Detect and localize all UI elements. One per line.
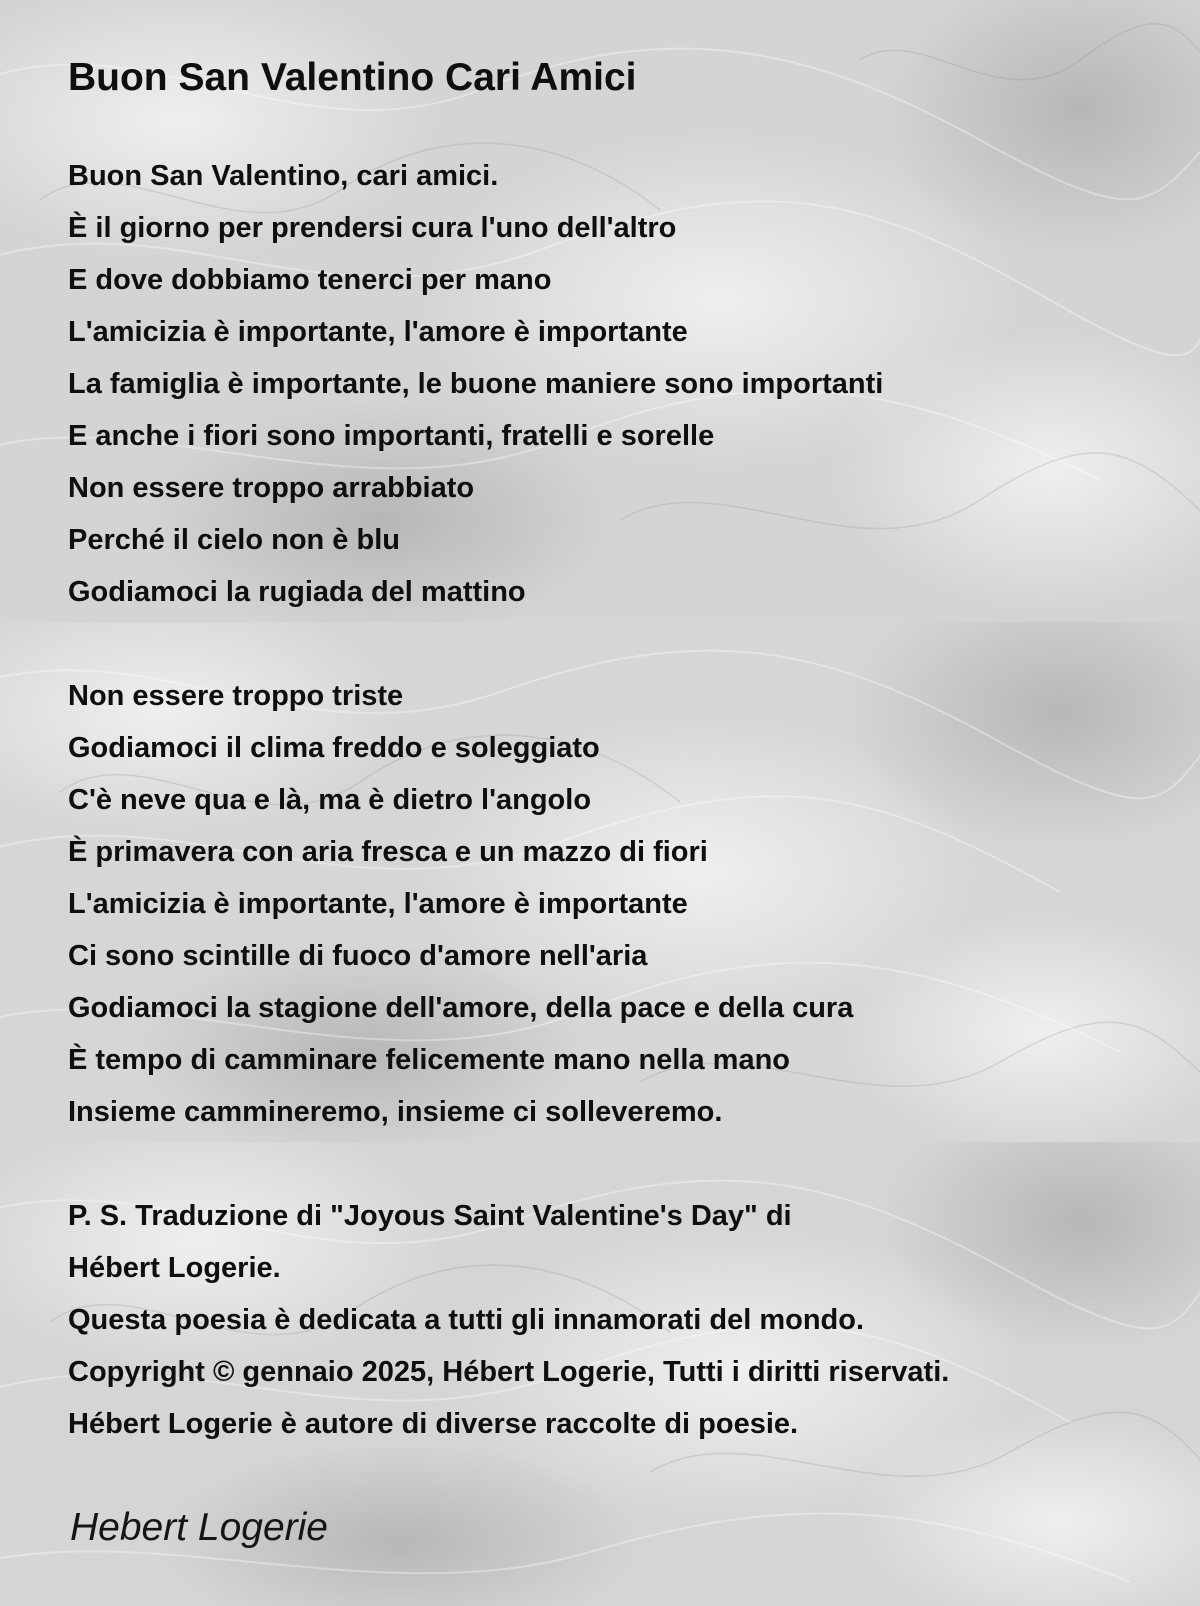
poem-line: Buon San Valentino, cari amici. xyxy=(68,160,499,192)
poem-title: Buon San Valentino Cari Amici xyxy=(68,56,637,99)
poem-line: Godiamoci la stagione dell'amore, della pace e della cura xyxy=(68,992,854,1024)
postscript-line: Questa poesia è dedicata a tutti gli innamorati del mondo. xyxy=(68,1304,865,1336)
postscript-line: P. S. Traduzione di "Joyous Saint Valentine's Day" di xyxy=(68,1200,792,1232)
poem-line: L'amicizia è importante, l'amore è importante xyxy=(68,316,688,348)
postscript-line: Copyright © gennaio 2025, Hébert Logerie, Tutti i diritti riservati. xyxy=(68,1356,950,1388)
poem-line: C'è neve qua e là, ma è dietro l'angolo xyxy=(68,784,592,816)
postscript-line: Hébert Logerie. xyxy=(68,1252,281,1284)
author-name: Hebert Logerie xyxy=(70,1506,328,1549)
poem-line: Non essere troppo arrabbiato xyxy=(68,472,475,504)
stanza-1 xyxy=(68,150,883,618)
poem-line: Non essere troppo triste xyxy=(68,680,404,712)
poem-line: La famiglia è importante, le buone maniere sono importanti xyxy=(68,368,884,400)
poem-line: E dove dobbiamo tenerci per mano xyxy=(68,264,552,296)
poem-line: L'amicizia è importante, l'amore è importante xyxy=(68,888,688,920)
stanza-2 xyxy=(68,670,853,1138)
poem-line: E anche i fiori sono importanti, fratelli e sorelle xyxy=(68,420,715,452)
poem-line: Godiamoci il clima freddo e soleggiato xyxy=(68,732,600,764)
postscript-line: Hébert Logerie è autore di diverse raccolte di poesie. xyxy=(68,1408,799,1440)
poem-line: È primavera con aria fresca e un mazzo di fiori xyxy=(68,836,708,868)
poem-line: È il giorno per prendersi cura l'uno dell'altro xyxy=(68,212,677,244)
poem-line: Perché il cielo non è blu xyxy=(68,524,400,556)
postscript xyxy=(68,1190,949,1450)
poem-line: Insieme cammineremo, insieme ci solleveremo. xyxy=(68,1096,723,1128)
poem-line: È tempo di camminare felicemente mano nella mano xyxy=(68,1044,790,1076)
poem-line: Ci sono scintille di fuoco d'amore nell'aria xyxy=(68,940,648,972)
poem-line: Godiamoci la rugiada del mattino xyxy=(68,576,526,608)
